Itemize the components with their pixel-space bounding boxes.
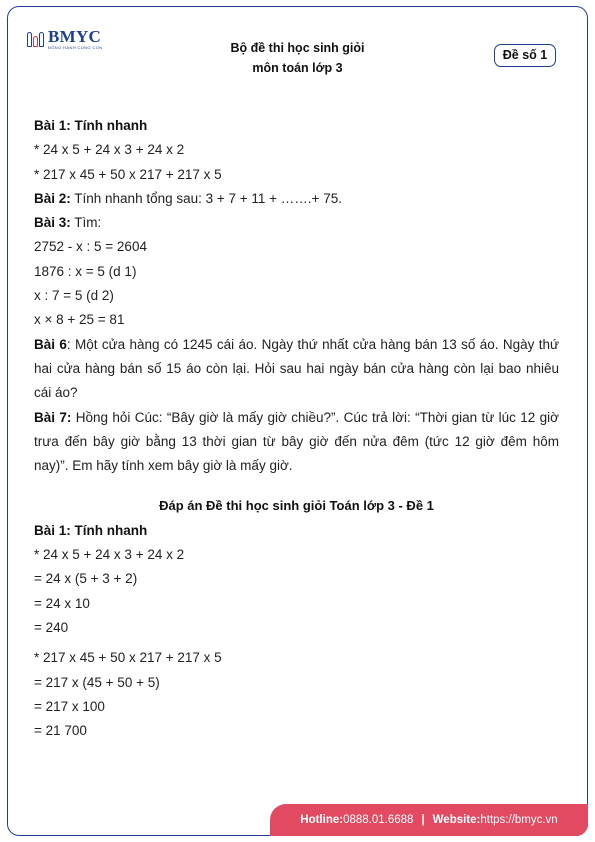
answer-1-label: Bài 1: Tính nhanh xyxy=(34,522,148,538)
problem-1-line-1: * 24 x 5 + 24 x 3 + 24 x 2 xyxy=(34,142,185,158)
website-link[interactable]: https://bmyc.vn xyxy=(480,814,558,826)
problem-7-label: Bài 7: xyxy=(34,409,72,425)
answer-1a-line-2: = 24 x (5 + 3 + 2) xyxy=(34,571,138,587)
logo-tagline: ĐỒNG HÀNH CÙNG CON xyxy=(48,45,103,50)
exam-number-badge: Đề số 1 xyxy=(494,44,556,67)
problem-7-text: Hồng hỏi Cúc: “Bây giờ là mấy giờ chiều?”. Cúc trả lời: “Thời gian từ lúc 12 giờ trưa đến bây giờ bằng 13 thời gian từ bây giờ đến nửa đêm (tức 12 giờ đêm hôm nay)”. Em hãy tính xem bây giờ là mấy giờ. xyxy=(34,409,559,474)
problem-7 xyxy=(34,406,559,479)
problem-1-label: Bài 1: Tính nhanh xyxy=(34,118,148,133)
website-label: Website: xyxy=(432,814,481,826)
problem-3-text: Tìm: xyxy=(70,215,102,231)
problem-2-text: Tính nhanh tổng sau: 3 + 7 + 11 + …….+ 75. xyxy=(70,190,342,206)
problem-3-line-2: 1876 : x = 5 (d 1) xyxy=(34,263,137,279)
problem-3-line-3: x : 7 = 5 (d 2) xyxy=(34,288,114,304)
answer-1a-line-4: = 240 xyxy=(34,619,69,635)
answer-1b-line-1: * 217 x 45 + 50 x 217 + 217 x 5 xyxy=(34,650,222,666)
contact-footer xyxy=(270,804,588,836)
problem-2-label: Bài 2: xyxy=(34,190,71,206)
footer-separator: | xyxy=(421,814,425,826)
problem-3-line-1: 2752 - x : 5 = 2604 xyxy=(34,239,147,255)
title-line-1: Bộ đề thi học sinh giỏi xyxy=(230,41,365,55)
hotline-label: Hotline: xyxy=(300,814,344,826)
hotline-value: 0888.01.6688 xyxy=(343,814,414,826)
logo-name: BMYC xyxy=(48,27,102,46)
problem-6-text: : Một cửa hàng có 1245 cái áo. Ngày thứ nhất cửa hàng bán 13 số áo. Ngày thứ hai cửa hàng bán số 15 áo còn lại. Hỏi sau hai ngày bán cửa hàng còn lại bao nhiêu cái áo? xyxy=(34,336,559,401)
answer-1b-line-2: = 217 x (45 + 50 + 5) xyxy=(34,674,160,690)
answer-1b-line-3: = 217 x 100 xyxy=(34,698,105,714)
answer-1a-line-3: = 24 x 10 xyxy=(34,595,90,611)
problem-3-line-4: x × 8 + 25 = 81 xyxy=(34,312,125,328)
answer-1b-line-4: = 21 700 xyxy=(34,723,87,739)
title-line-2: môn toán lớp 3 xyxy=(252,61,343,75)
answer-1a-line-1: * 24 x 5 + 24 x 3 + 24 x 2 xyxy=(34,547,185,563)
document-body xyxy=(34,114,559,743)
problem-6-label: Bài 6 xyxy=(34,336,67,352)
problem-3-label: Bài 3: xyxy=(34,215,71,231)
problem-1-line-2: * 217 x 45 + 50 x 217 + 217 x 5 xyxy=(34,166,222,182)
problem-6 xyxy=(34,333,559,406)
answer-heading: Đáp án Đề thi học sinh giỏi Toán lớp 3 - Đề 1 xyxy=(159,498,434,514)
